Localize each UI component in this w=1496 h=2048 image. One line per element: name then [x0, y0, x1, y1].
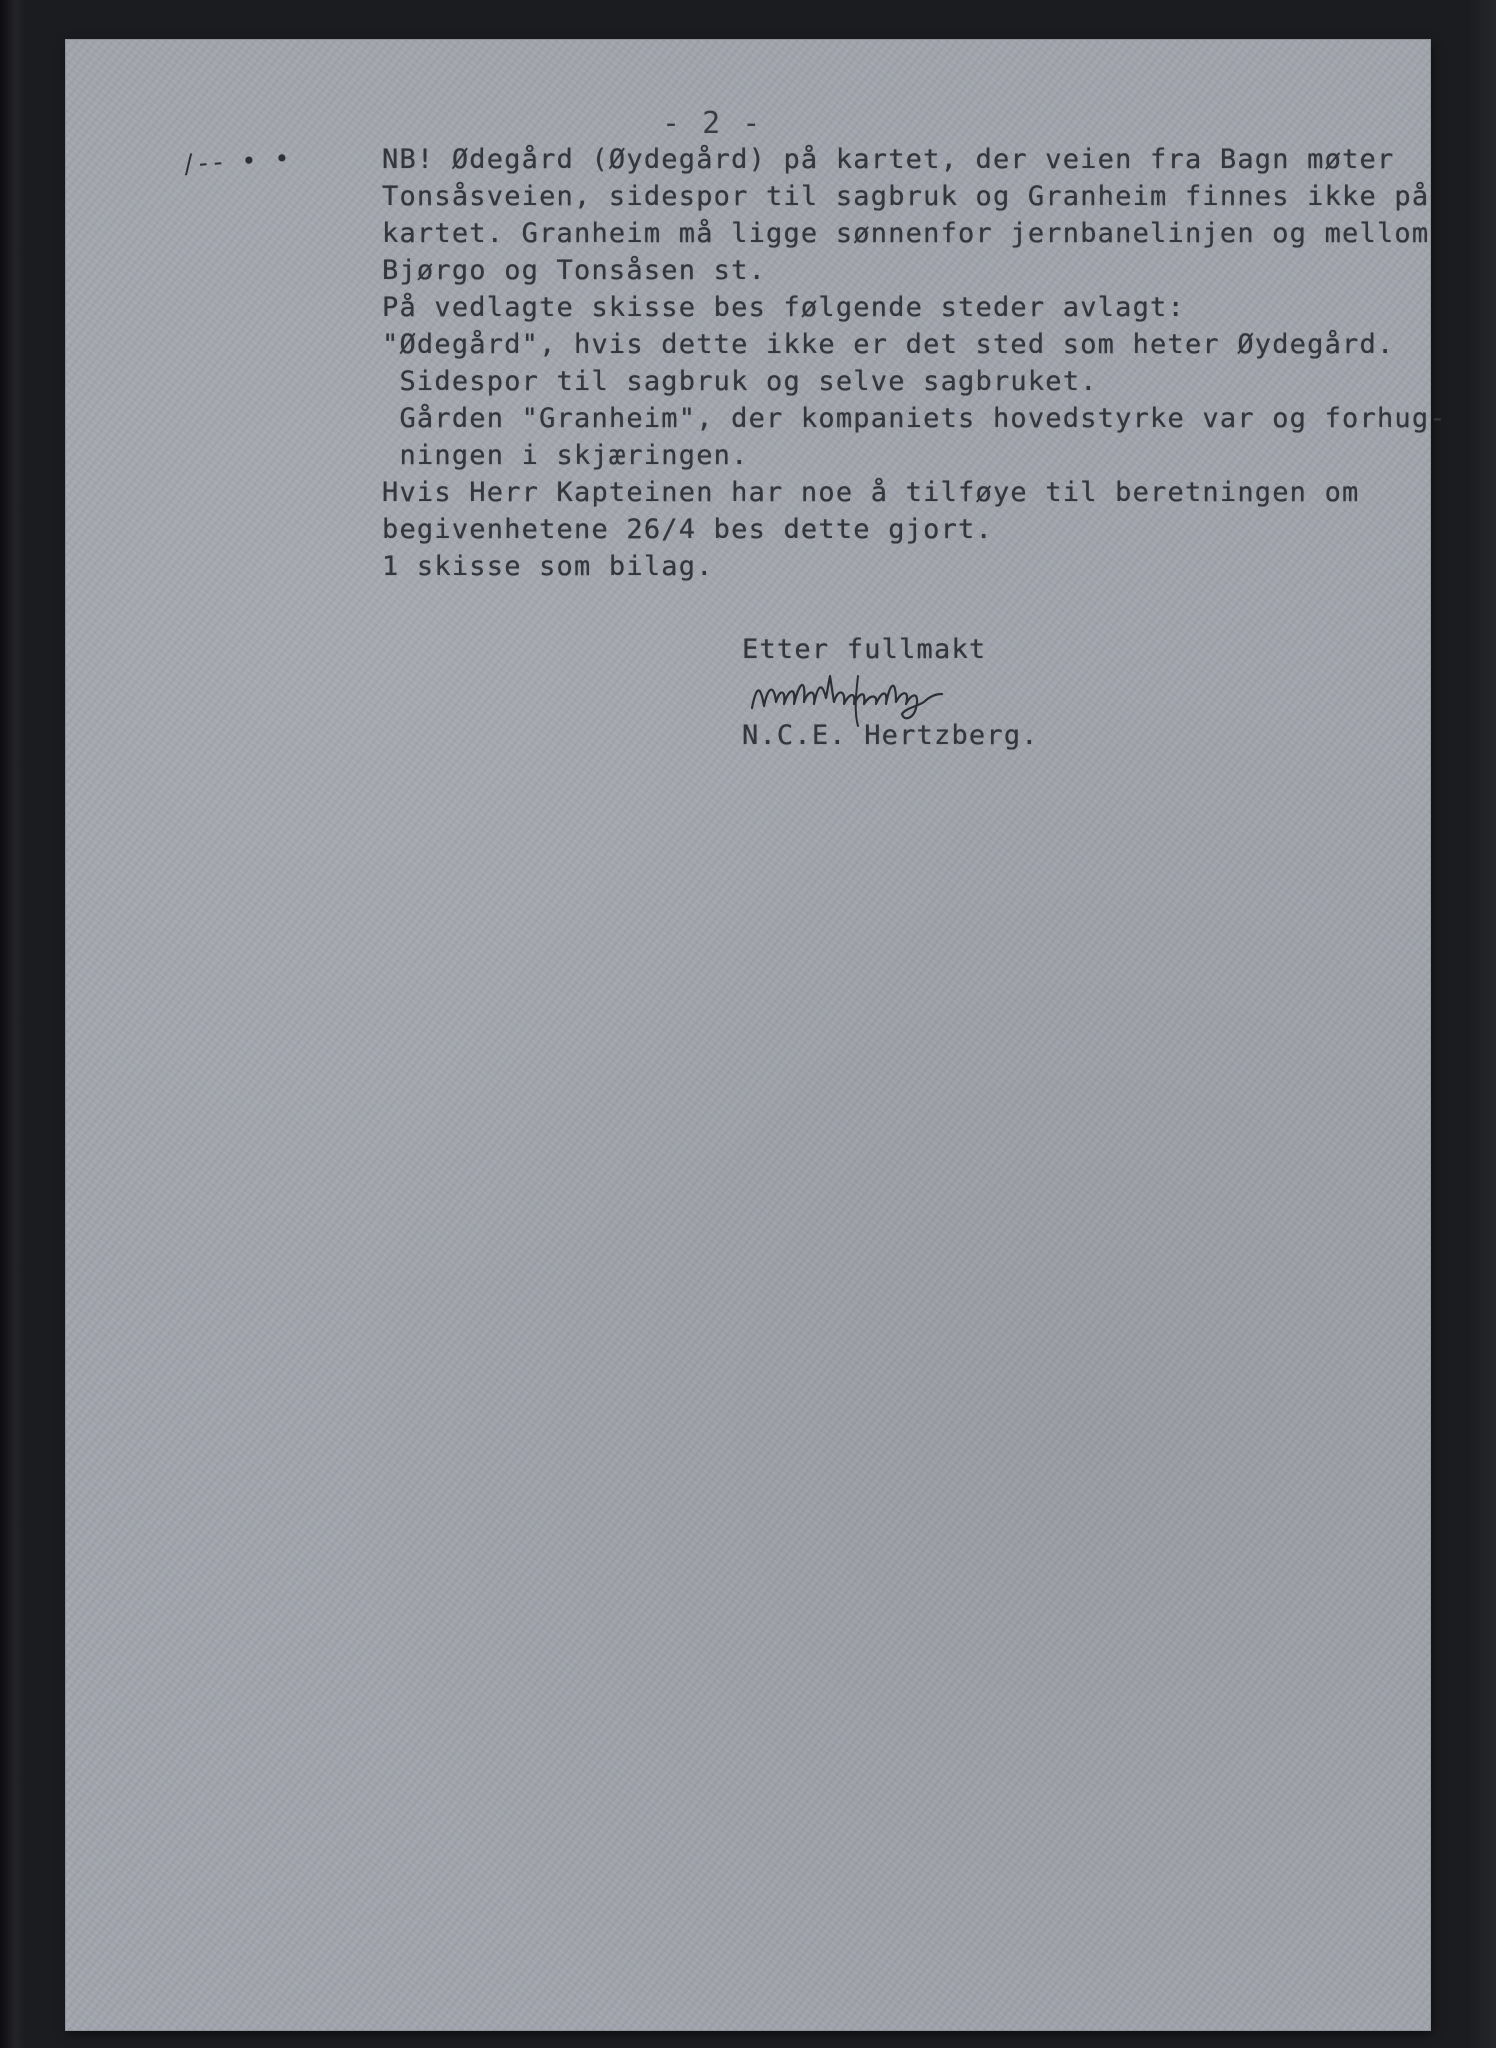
body-line: "Ødegård", hvis dette ikke er det sted som heter Øydegård.	[382, 329, 1395, 360]
body-line: kartet. Granheim må ligge sønnenfor jernbanelinjen og mellom	[382, 218, 1430, 249]
scan-right-edge	[1466, 0, 1496, 2048]
body-line: ningen i skjæringen.	[382, 440, 749, 471]
closing-text: Etter fullmakt	[742, 634, 987, 665]
page-number: - 2 -	[662, 106, 763, 141]
body-line: 1 skisse som bilag.	[382, 551, 714, 582]
body-line: Sidespor til sagbruk og selve sagbruket.	[382, 366, 1098, 397]
body-line: Hvis Herr Kapteinen har noe å tilføye til beretningen om	[382, 477, 1360, 508]
signatory-name: N.C.E. Hertzberg.	[742, 720, 1039, 751]
scan-left-edge	[0, 0, 26, 2048]
body-line: På vedlagte skisse bes følgende steder avlagt:	[382, 292, 1185, 323]
body-line: Gården "Granheim", der kompaniets hovedstyrke var og forhug-	[382, 403, 1447, 434]
document-page	[66, 40, 1447, 2030]
handwritten-signature	[746, 668, 1106, 728]
body-line: NB! Ødegård (Øydegård) på kartet, der veien fra Bagn møter	[382, 144, 1395, 175]
body-line: begivenhetene 26/4 bes dette gjort.	[382, 514, 993, 545]
body-line: Tonsåsveien, sidespor til sagbruk og Granheim finnes ikke på	[382, 181, 1430, 212]
letter-body	[382, 144, 1447, 704]
margin-handwritten-mark: ∕-- ∙ ∙	[183, 142, 296, 180]
body-line: Bjørgo og Tonsåsen st.	[382, 255, 767, 286]
